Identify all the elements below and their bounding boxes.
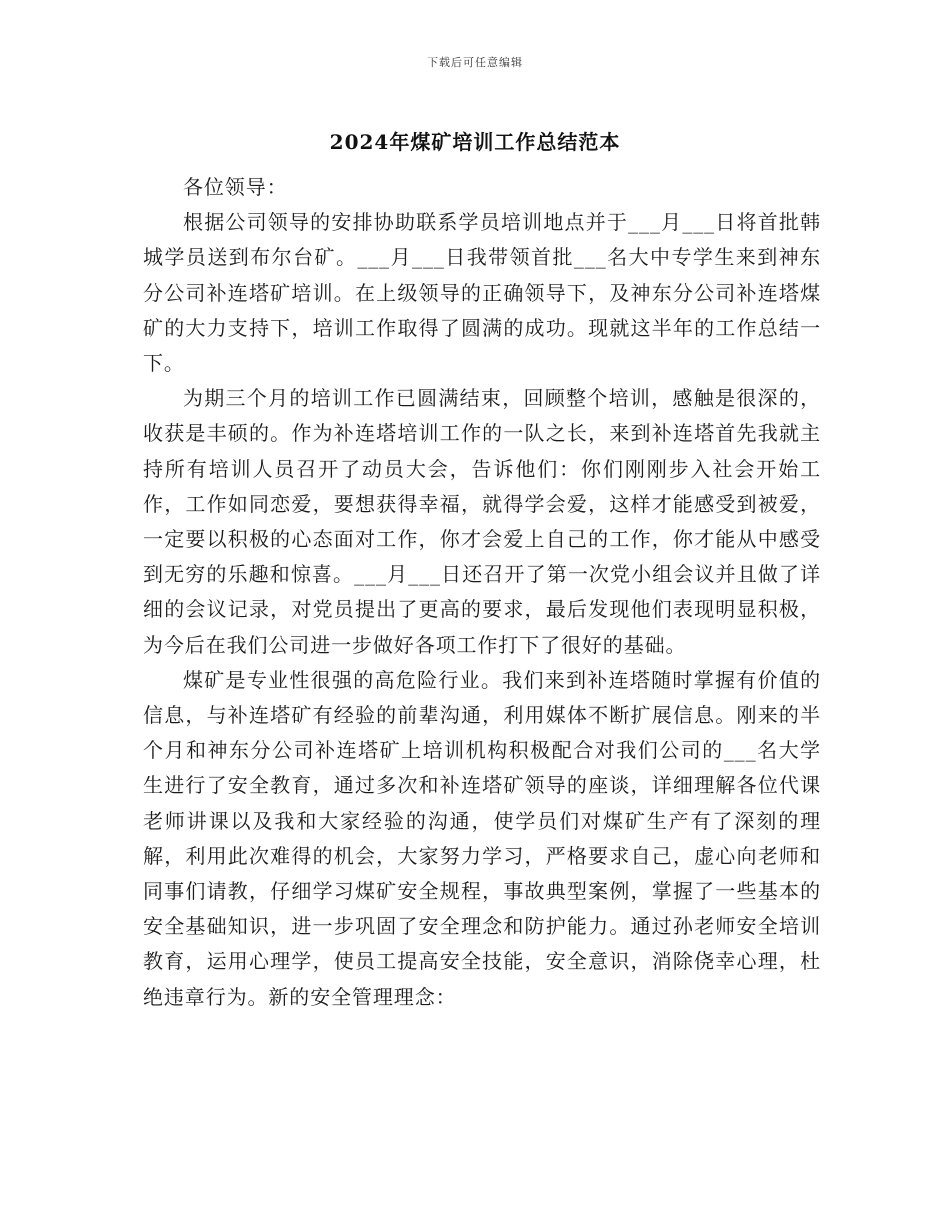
document-body: [143, 170, 821, 1015]
header-note: 下载后可任意编辑: [427, 56, 523, 69]
paragraph-1: 根据公司领导的安排协助联系学员培训地点并于___月___日将首批韩城学员送到布尔台矿。___月___日我带领首批___名大中专学生来到神东分公司补连塔矿培训。在上级领导的正确领导下，及神东分公司补连塔煤矿的大力支持下，培训工作取得了圆满的成功。现就这半年的工作总结一下。: [143, 210, 821, 376]
paragraph-salutation: 各位领导：: [183, 175, 288, 199]
paragraph-3: 煤矿是专业性很强的高危险行业。我们来到补连塔随时掌握有价值的信息，与补连塔矿有经验的前辈沟通，利用媒体不断扩展信息。刚来的半个月和神东分公司补连塔矿上培训机构积极配合对我们公司的___名大学生进行了安全教育，通过多次和补连塔矿领导的座谈，详细理解各位代课老师讲课以及我和大家经验的沟通，使学员们对煤矿生产有了深刻的理解，利用此次难得的机会，大家努力学习，严格要求自己，虚心向老师和同事们请教，仔细学习煤矿安全规程，事故典型案例，掌握了一些基本的安全基础知识，进一步巩固了安全理念和防护能力。通过孙老师安全培训教育，运用心理学，使员工提高安全技能，安全意识，消除侥幸心理，杜绝违章行为。新的安全管理理念：: [143, 667, 821, 1009]
paragraph-2: 为期三个月的培训工作已圆满结束，回顾整个培训，感触是很深的，收获是丰硕的。作为补连塔培训工作的一队之长，来到补连塔首先我就主持所有培训人员召开了动员大会，告诉他们：你们刚刚步入社会开始工作，工作如同恋爱，要想获得幸福，就得学会爱，这样才能感受到被爱，一定要以积极的心态面对工作，你才会爱上自己的工作，你才能从中感受到无穷的乐趣和惊喜。___月___日还召开了第一次党小组会议并且做了详细的会议记录，对党员提出了更高的要求，最后发现他们表现明显积极，为今后在我们公司进一步做好各项工作打下了很好的基础。: [143, 386, 821, 657]
document-title: 2024年煤矿培训工作总结范本: [329, 130, 621, 154]
